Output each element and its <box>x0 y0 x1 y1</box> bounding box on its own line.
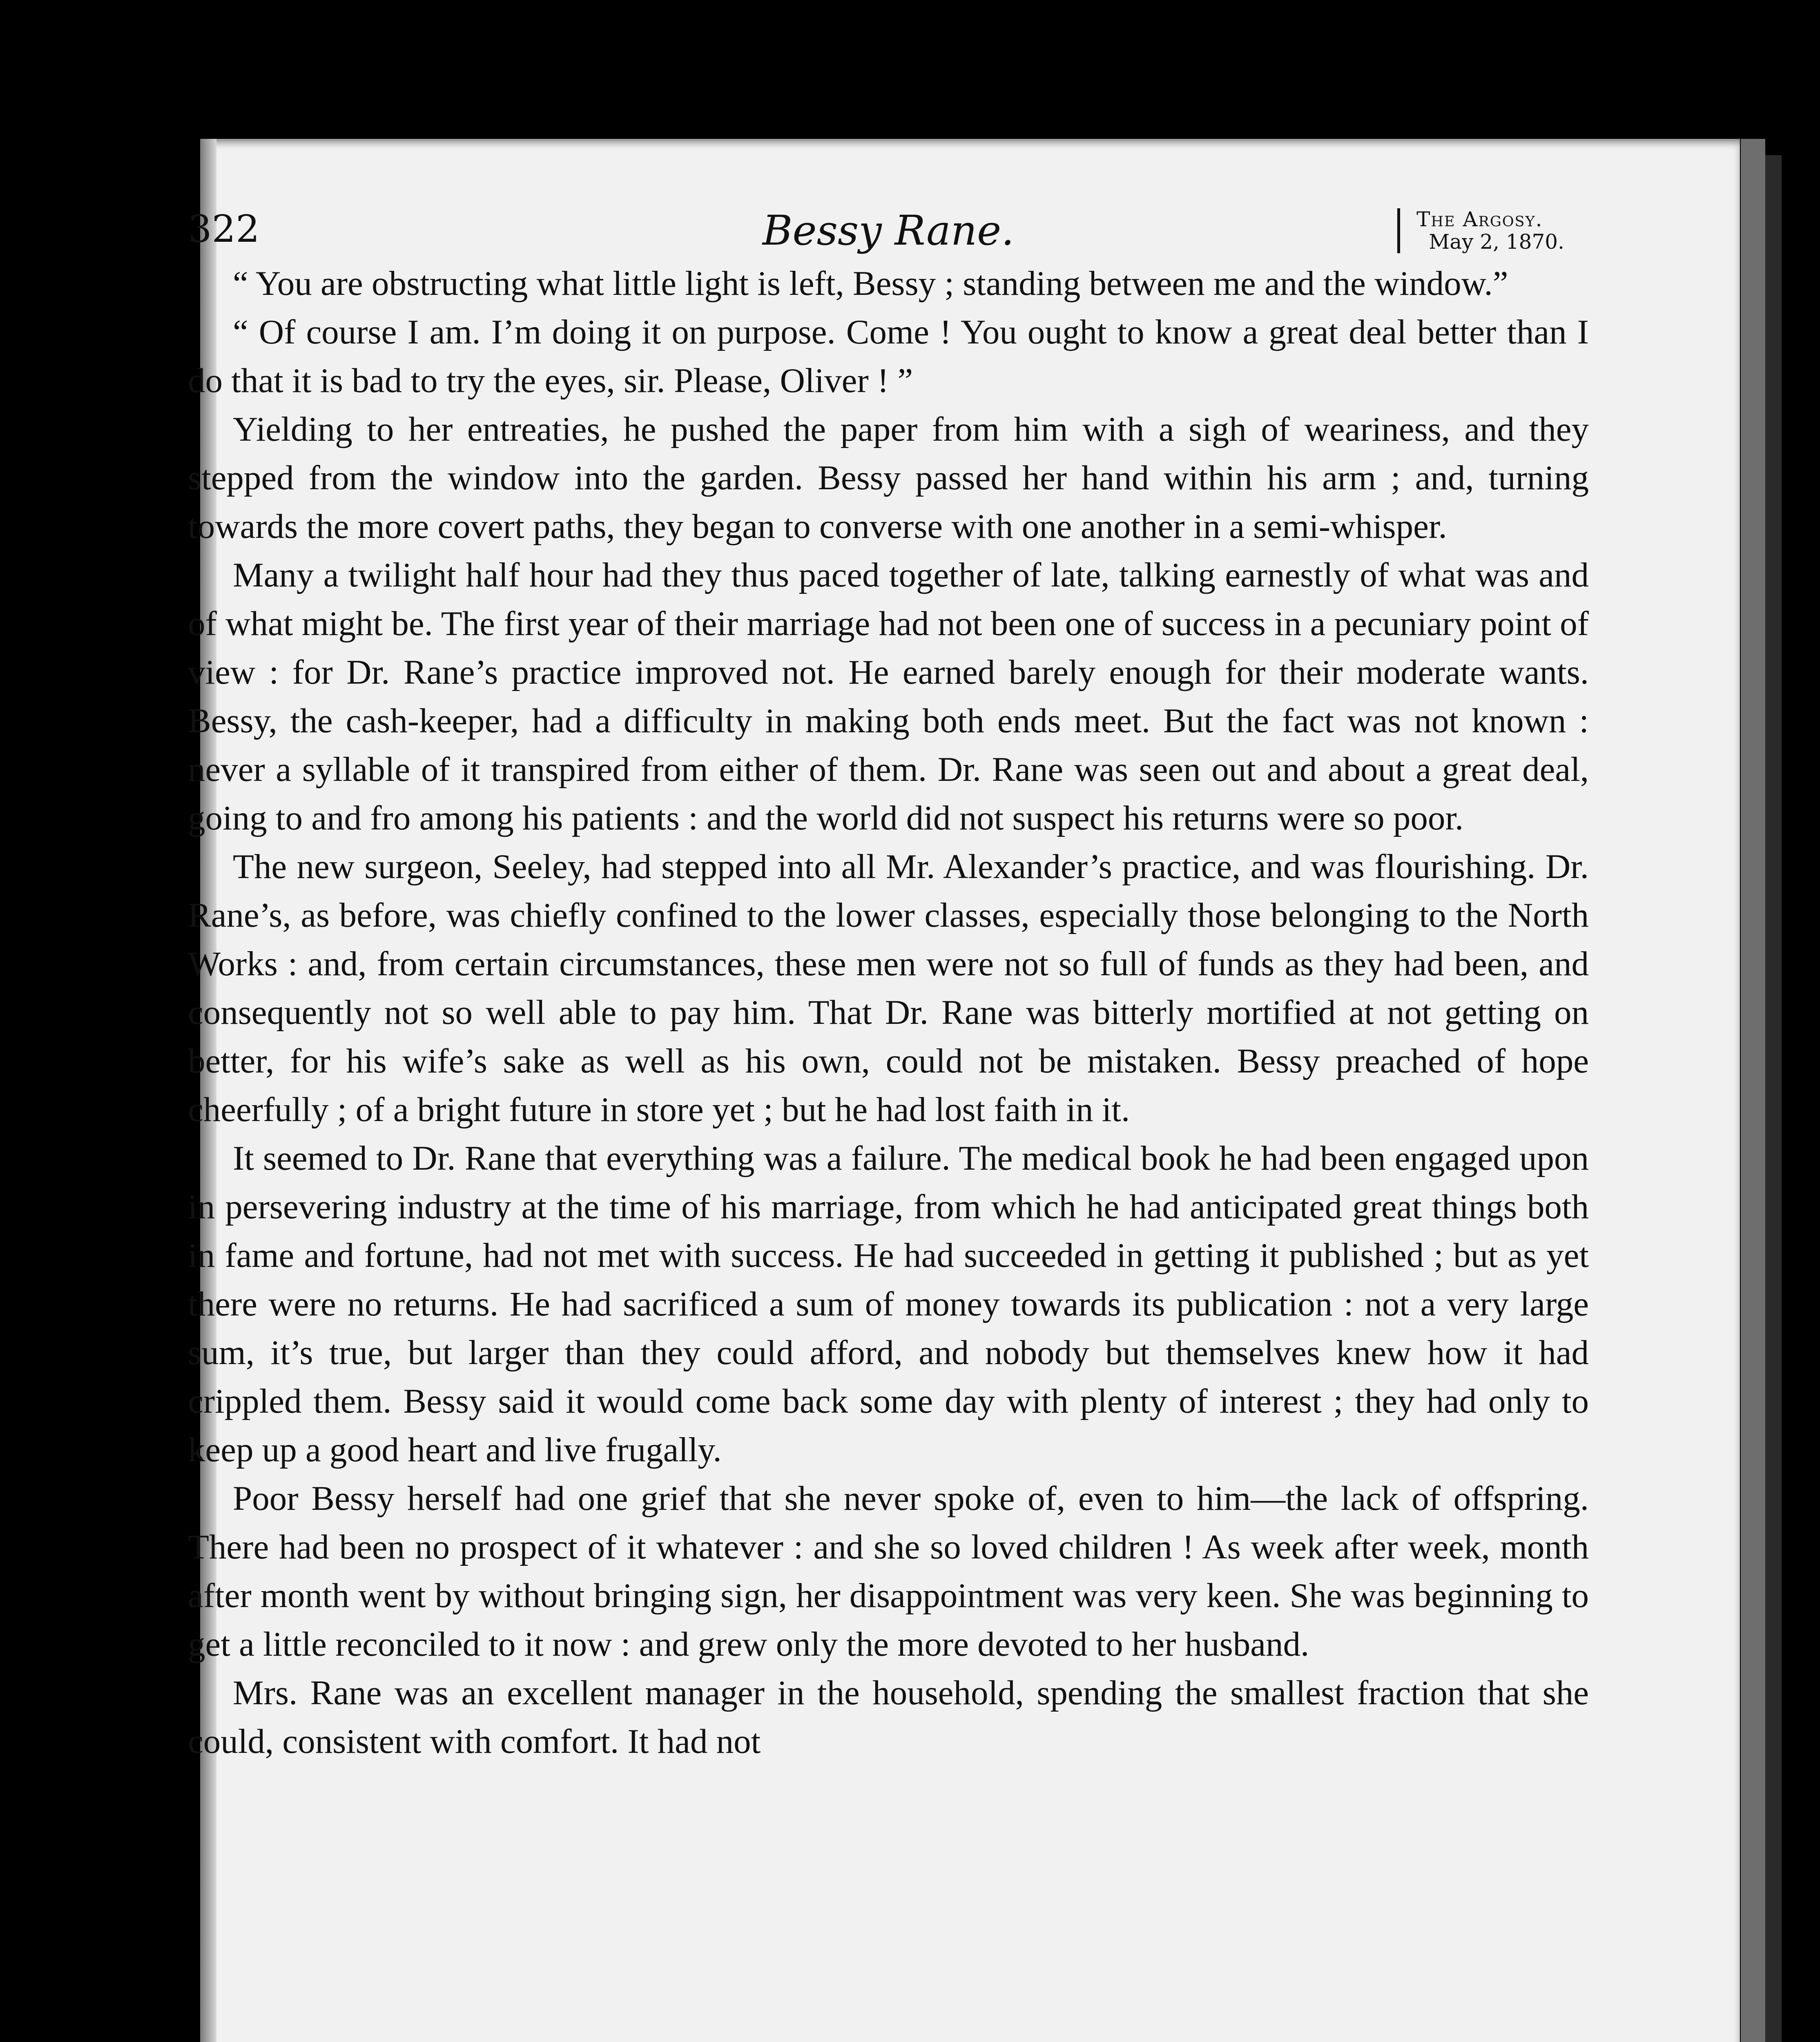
periodical-date: May 2, 1870. <box>1429 230 1564 254</box>
book-spine-edge <box>1765 155 1782 2042</box>
paragraph: “ You are obstructing what little light is left, Bessy ; standing between me and the window.” <box>233 264 1508 303</box>
body-text <box>188 259 1589 1766</box>
periodical-name: The Argosy. <box>1416 207 1543 231</box>
paragraph: Poor Bessy herself had one grief that she never spoke of, even to him—the lack of offspring. There had been no prospect of it whatever : and she so loved children ! As week after week, month after month went by without bringing sign, her disappointment was very keen. She was beginning to get a little reconciled to it now : and grew only the more devoted to her husband. <box>188 1479 1589 1663</box>
periodical-reference <box>1397 208 1564 253</box>
paragraph: “ Of course I am. I’m doing it on purpose. Come ! You ought to know a great deal better than I do that it is bad to try the eyes, sir. Please, Oliver ! ” <box>188 313 1589 400</box>
paragraph: Many a twilight half hour had they thus paced together of late, talking earnestly of what was and of what might be. The first year of their marriage had not been one of success in a pecuniary point of view : for Dr. Rane’s practice improved not. He earned barely enough for their moderate wants. Bessy, the cash-keeper, had a difficulty in making both ends meet. But the fact was not known : never a syllable of it transpired from either of them. Dr. Rane was seen out and about a great deal, going to and fro among his patients : and the world did not suspect his returns were so poor. <box>188 556 1589 837</box>
paragraph: The new surgeon, Seeley, had stepped into all Mr. Alexander’s practice, and was flourishing. Dr. Rane’s, as before, was chiefly confined to the lower classes, especially those belonging to the North Works : and, from certain circumstances, these men were not so full of funds as they had been, and consequently not so well able to pay him. That Dr. Rane was bitterly mortified at not getting on better, for his wife’s sake as well as his own, could not be mistaken. Bessy preached of hope cheerfully ; of a bright future in store yet ; but he had lost faith in it. <box>188 847 1589 1129</box>
paragraph: Yielding to her entreaties, he pushed the paper from him with a sigh of weariness, and they stepped from the window into the garden. Bessy passed her hand within his arm ; and, turning towards the more covert paths, they began to converse with one another in a semi-whisper. <box>188 410 1589 546</box>
paragraph: It seemed to Dr. Rane that everything was a failure. The medical book he had been engaged upon in persevering industry at the time of his marriage, from which he had anticipated great things both in fame and fortune, had not met with success. He had succeeded in getting it published ; but as yet there were no returns. He had sacrificed a sum of money towards its publication : not a very large sum, it’s true, but larger than they could afford, and nobody but themselves knew how it had crippled them. Bessy said it would come back some day with plenty of interest ; they had only to keep up a good heart and live frugally. <box>188 1139 1589 1469</box>
paragraph: Mrs. Rane was an excellent manager in the household, spending the smallest fraction that she could, consistent with comfort. It had not <box>188 1674 1589 1761</box>
book-spine <box>1741 139 1765 2042</box>
page-number: 322 <box>188 207 260 251</box>
running-title: Bessy Rane. <box>762 207 1015 254</box>
running-header <box>188 186 1589 257</box>
